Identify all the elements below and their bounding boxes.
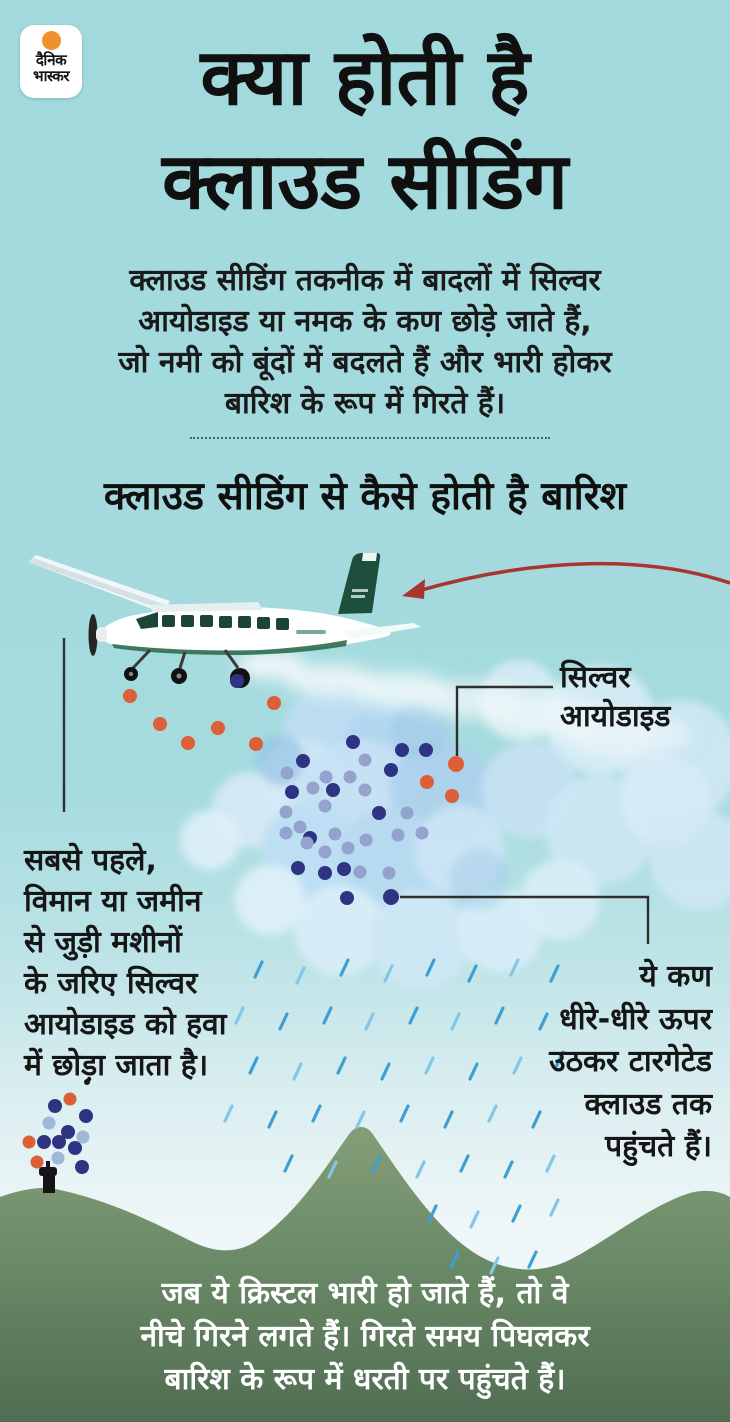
page-title (0, 26, 730, 234)
intro-paragraph (60, 260, 670, 424)
caption-step-2 (549, 956, 712, 1169)
step1-line: में छोड़ा जाता है। (24, 1048, 209, 1083)
silver-iodide-dot (448, 756, 464, 772)
step2-line: पहुंचते हैं। (605, 1129, 712, 1164)
page-title-line2: क्लाउड सीडिंग (161, 137, 568, 227)
airplane-illustration (28, 553, 421, 688)
intro-line: जो नमी को बूंदों में बदलते हैं और भारी होकर (118, 345, 612, 380)
label-silver-iodide (560, 658, 670, 736)
intro-line: क्लाउड सीडिंग तकनीक में बादलों में सिल्वर (129, 263, 601, 298)
step2-line: क्लाउड तक (584, 1086, 712, 1122)
intro-line: आयोडाइड या नमक के कण छोड़े जाते हैं, (138, 304, 592, 339)
section-divider (190, 437, 550, 439)
caption-step-1 (24, 840, 227, 1086)
silver-iodide-line1: सिल्वर (560, 660, 631, 695)
step1-line: सबसे पहले, (24, 843, 157, 878)
brand-name-line2: भास्कर (33, 67, 69, 85)
step1-line: आयोडाइड को हवा (24, 1007, 227, 1042)
brand-name-line1: दैनिक (35, 51, 67, 69)
step3-line: नीचे गिरने लगते हैं। गिरते समय पिघलकर (140, 1319, 590, 1354)
step1-line: विमान या जमीन (24, 884, 202, 919)
silver-iodide-line2: आयोडाइड (560, 699, 671, 734)
ground-particle-dots (23, 1079, 94, 1174)
step1-line: से जुड़ी मशीनों (24, 925, 182, 960)
step3-line: जब ये क्रिस्टल भारी हो जाते हैं, तो वे (161, 1276, 569, 1311)
crystal-dot (383, 889, 399, 905)
section-subtitle: क्लाउड सीडिंग से कैसे होती है बारिश (103, 474, 627, 519)
page-title-line1: क्या होती है (200, 33, 530, 123)
intro-line: बारिश के रूप में गिरते हैं। (224, 386, 506, 421)
caption-step-3 (0, 1272, 730, 1401)
curved-arrow-icon (402, 564, 730, 599)
step3-line: बारिश के रूप में धरती पर पहुंचते हैं। (164, 1362, 566, 1397)
step2-line: ये कण (639, 959, 712, 994)
step2-line: उठकर टारगेटेड (549, 1044, 712, 1079)
step1-line: के जरिए सिल्वर (24, 966, 198, 1001)
step2-line: धीरे-धीरे ऊपर (559, 1001, 712, 1037)
